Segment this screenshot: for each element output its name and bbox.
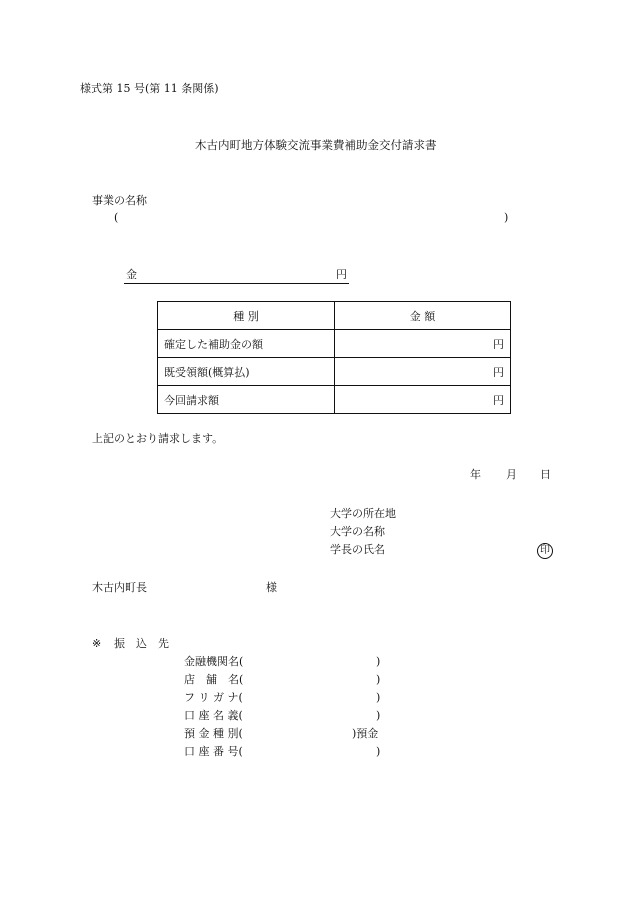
account-number-close: ) <box>376 745 381 758</box>
row-value-received: 円 <box>335 358 511 386</box>
table-header-amount: 金 額 <box>335 302 511 330</box>
project-name-close-paren: ) <box>504 211 509 224</box>
account-number-label: 口 座 番 号( <box>184 745 243 758</box>
addressee-honorific: 様 <box>266 581 277 594</box>
account-holder-label: 口 座 名 義( <box>184 709 243 722</box>
project-name-label: 事業の名称 <box>92 194 147 207</box>
bank-name-close: ) <box>376 655 381 668</box>
branch-name-label: 店 舗 名( <box>184 673 244 686</box>
document-title: 木古内町地方体験交流事業費補助金交付請求書 <box>195 138 437 152</box>
row-label-confirmed: 確定した補助金の額 <box>158 330 335 358</box>
addressee-name: 木古内町長 <box>92 581 147 594</box>
date-month: 月 <box>506 468 517 481</box>
date-day: 日 <box>540 468 551 481</box>
form-number: 様式第 15 号(第 11 条関係) <box>80 82 219 95</box>
transfer-heading-char: 込 <box>136 637 147 650</box>
university-name-label: 大学の名称 <box>330 525 385 538</box>
transfer-heading-char: 振 <box>114 637 125 650</box>
request-statement: 上記のとおり請求します。 <box>92 432 224 445</box>
row-label-received: 既受領額(概算払) <box>158 358 335 386</box>
furigana-close: ) <box>376 691 381 704</box>
amount-suffix: 円 <box>336 268 347 281</box>
amount-breakdown-table <box>157 301 511 414</box>
deposit-type-close: )預金 <box>352 727 379 740</box>
furigana-label: フ リ ガ ナ( <box>184 691 243 704</box>
university-address-label: 大学の所在地 <box>330 507 396 520</box>
transfer-heading-char: 先 <box>158 637 169 650</box>
row-value-confirmed: 円 <box>335 330 511 358</box>
table-header-row <box>158 302 511 330</box>
seal-mark: 印 <box>537 543 553 559</box>
table-row <box>158 330 511 358</box>
row-label-current-request: 今回請求額 <box>158 386 335 414</box>
table-header-type: 種 別 <box>158 302 335 330</box>
amount-underline <box>124 283 349 284</box>
amount-prefix: 金 <box>126 268 137 281</box>
account-holder-close: ) <box>376 709 381 722</box>
date-year: 年 <box>470 468 481 481</box>
president-name-label: 学長の氏名 <box>330 543 385 556</box>
table-row <box>158 386 511 414</box>
deposit-type-label: 預 金 種 別( <box>184 727 243 740</box>
bank-name-label: 金融機関名( <box>184 655 244 668</box>
project-name-open-paren: ( <box>114 211 119 224</box>
transfer-heading-mark: ※ <box>92 637 102 650</box>
branch-name-close: ) <box>376 673 381 686</box>
table-row <box>158 358 511 386</box>
row-value-current-request: 円 <box>335 386 511 414</box>
